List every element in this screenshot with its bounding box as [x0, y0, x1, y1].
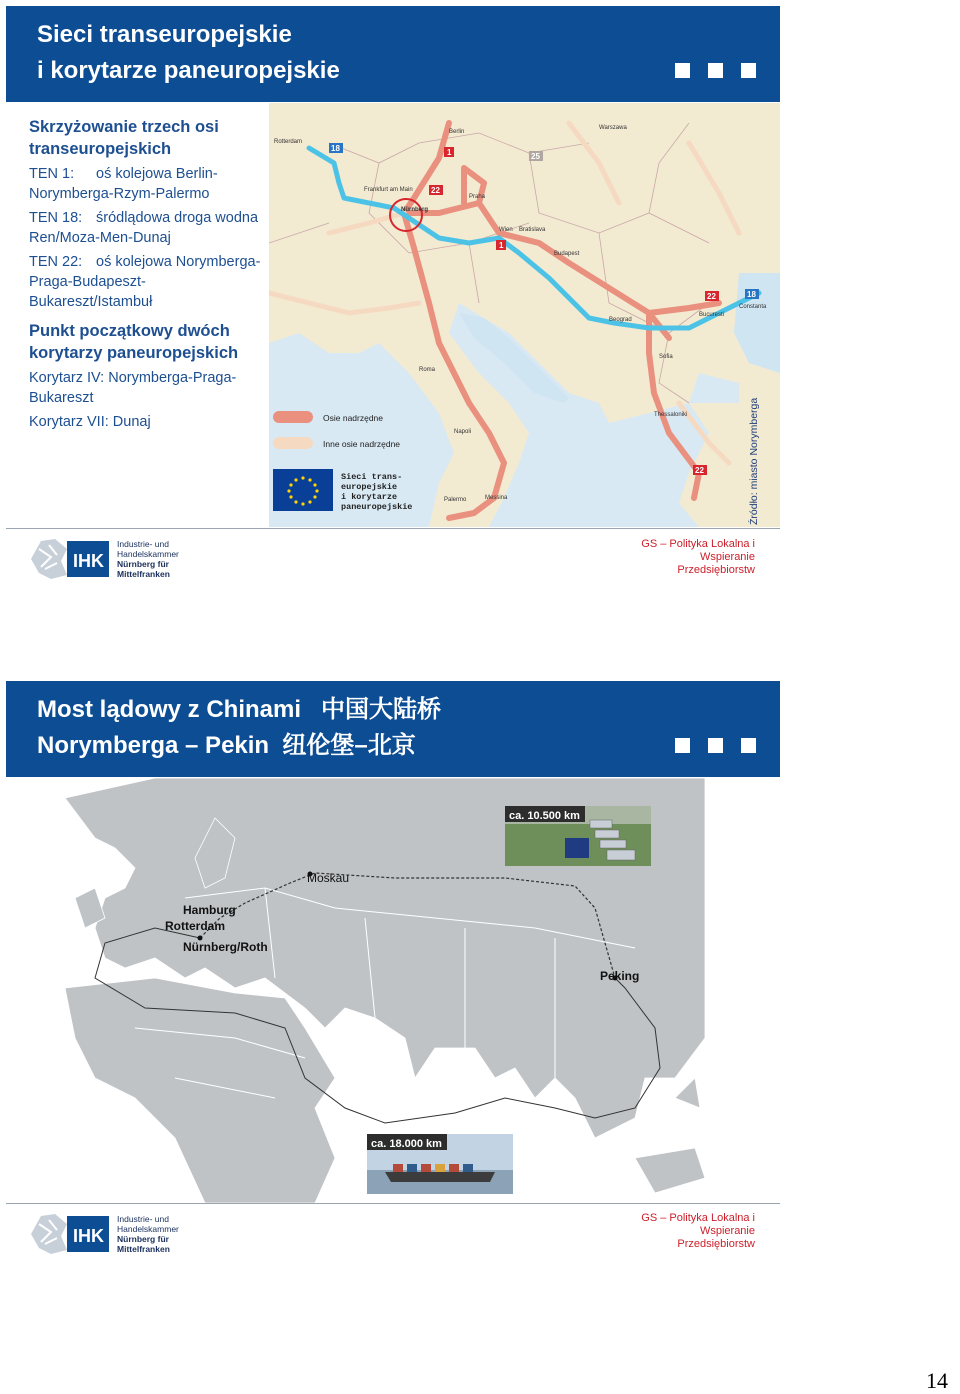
slide-header	[6, 681, 780, 777]
ihk-eagle-icon	[31, 1214, 111, 1254]
footer-divider	[6, 528, 780, 529]
freight-train-photo	[505, 806, 651, 866]
legend-network-line1: Sieci trans-	[341, 472, 403, 482]
svg-text:22: 22	[707, 292, 716, 301]
department-line-2: Wspieranie	[699, 1225, 755, 1237]
ten18-label: TEN 18:	[29, 210, 83, 226]
city-hamburg: Hamburg	[183, 903, 236, 917]
ihk-org-name	[117, 539, 221, 579]
map-label-wien: Wien	[499, 227, 513, 233]
ihk-logo-2	[31, 1213, 221, 1255]
title-line-1: Most lądowy z Chinami 中国大陆桥	[37, 696, 442, 723]
legend-network-line2: europejskie	[341, 482, 398, 492]
ihk-logo	[31, 538, 221, 580]
ihk-org-name	[117, 1214, 221, 1254]
footer-department	[585, 538, 755, 577]
slide-header	[6, 6, 780, 102]
map-label-rotterdam: Rotterdam	[274, 139, 303, 145]
org-line-2: Nürnberg für Mittelfranken	[117, 559, 170, 579]
legend-network-line3: i korytarze	[341, 492, 398, 502]
map-label-warszawa: Warszawa	[599, 125, 627, 131]
europe-map-graphic	[269, 103, 780, 527]
footer-divider-2	[6, 1203, 780, 1204]
header-squares-decoration	[675, 738, 756, 753]
map-label-roma: Roma	[419, 367, 436, 373]
eu-flag-icon	[273, 469, 333, 511]
eurasia-route-map	[35, 778, 705, 1203]
source-caption: Źródło: miasto Norymberga	[748, 397, 760, 525]
svg-text:22: 22	[431, 186, 440, 195]
city-moskau: Moskau	[307, 871, 350, 885]
map-label-thessaloniki: Thessaloniki	[654, 412, 688, 418]
city-peking: Peking	[600, 969, 640, 983]
legend-network-line4: paneuropejskie	[341, 502, 413, 512]
corridor-vii: Korytarz VII: Dunaj	[29, 414, 151, 430]
ten1-label: TEN 1:	[29, 166, 75, 182]
footer-department-2	[585, 1212, 755, 1251]
ten22-text: oś kolejowa Norymberga-Praga-Budapeszt-Bukareszt/Istambuł	[29, 254, 261, 310]
header-squares-decoration	[675, 63, 756, 78]
map-label-bucuresti: Bucuresti	[699, 312, 725, 318]
map-label-beograd: Beograd	[609, 317, 632, 323]
legend-swatch-main	[273, 411, 313, 423]
map-label-nurnberg: Nürnberg	[401, 207, 428, 213]
legend-main-label: Osie nadrzędne	[323, 413, 384, 423]
title-line-2: Norymberga – Pekin 纽伦堡–北京	[37, 732, 416, 759]
slide-title	[37, 17, 340, 89]
svg-text:18: 18	[747, 290, 756, 299]
org-line-1: Industrie- und Handelskammer	[117, 1214, 179, 1234]
heading-corridors: Punkt początkowy dwóch korytarzy paneuropejskich	[29, 322, 239, 362]
sea-distance-label: ca. 18.000 km	[371, 1138, 442, 1150]
ihk-logo-text: IHK	[73, 551, 104, 571]
europe-network-map	[269, 103, 780, 527]
svg-text:18: 18	[331, 144, 340, 153]
legend-other-label: Inne osie nadrzędne	[323, 439, 401, 449]
ten22-label: TEN 22:	[29, 254, 83, 270]
slide-transeuropean-networks	[0, 0, 960, 600]
org-line-1: Industrie- und Handelskammer	[117, 539, 179, 559]
legend-swatch-other	[273, 437, 313, 449]
city-nurnberg: Nürnberg/Roth	[183, 940, 268, 954]
heading-intersection: Skrzyżowanie trzech osi transeuropejskich	[29, 118, 219, 158]
corridor-iv: Korytarz IV: Norymberga-Praga-Bukareszt	[29, 370, 237, 406]
svg-text:25: 25	[531, 152, 540, 161]
svg-text:1: 1	[447, 148, 452, 157]
map-label-palermo: Palermo	[444, 497, 467, 503]
department-line-3: Przedsiębiorstw	[677, 564, 755, 576]
map-label-messina: Messina	[485, 495, 508, 501]
svg-text:22: 22	[695, 466, 704, 475]
svg-text:1: 1	[499, 241, 504, 250]
map-label-budapest: Budapest	[554, 251, 580, 257]
eurasia-map-graphic	[35, 778, 705, 1203]
department-line-2: Wspieranie	[699, 551, 755, 563]
org-line-2: Nürnberg für Mittelfranken	[117, 1234, 170, 1254]
title-line-2: i korytarze paneuropejskie	[37, 57, 340, 84]
title-line-1: Sieci transeuropejskie	[37, 21, 292, 48]
slide-title	[37, 692, 441, 764]
slide-body-text	[29, 116, 264, 436]
map-label-constanta: Constanta	[739, 304, 767, 310]
map-label-sofia: Sofia	[659, 354, 673, 360]
map-label-frankfurt: Frankfurt am Main	[364, 187, 413, 193]
map-label-praha: Praha	[469, 194, 486, 200]
ten1-text: oś kolejowa Berlin-Norymberga-Rzym-Palermo	[29, 166, 218, 202]
city-rotterdam: Rotterdam	[165, 919, 226, 933]
map-label-napoli: Napoli	[454, 429, 472, 435]
ihk-eagle-icon	[31, 539, 111, 579]
map-label-berlin: Berlin	[449, 129, 465, 135]
map-label-bratislava: Bratislava	[519, 227, 546, 233]
ten1-entry	[29, 164, 264, 204]
page-number: 14	[926, 1368, 948, 1393]
container-ship-photo	[367, 1134, 513, 1194]
ihk-logo-text: IHK	[73, 1226, 104, 1246]
department-line-3: Przedsiębiorstw	[677, 1238, 755, 1250]
ten18-entry	[29, 208, 264, 248]
rail-distance-label: ca. 10.500 km	[509, 810, 580, 822]
department-line-1: GS – Polityka Lokalna i	[641, 1212, 755, 1224]
ten22-entry	[29, 252, 264, 312]
ten18-text: śródlądowa droga wodna Ren/Moza-Men-Dunaj	[29, 210, 259, 246]
department-line-1: GS – Polityka Lokalna i	[641, 538, 755, 550]
